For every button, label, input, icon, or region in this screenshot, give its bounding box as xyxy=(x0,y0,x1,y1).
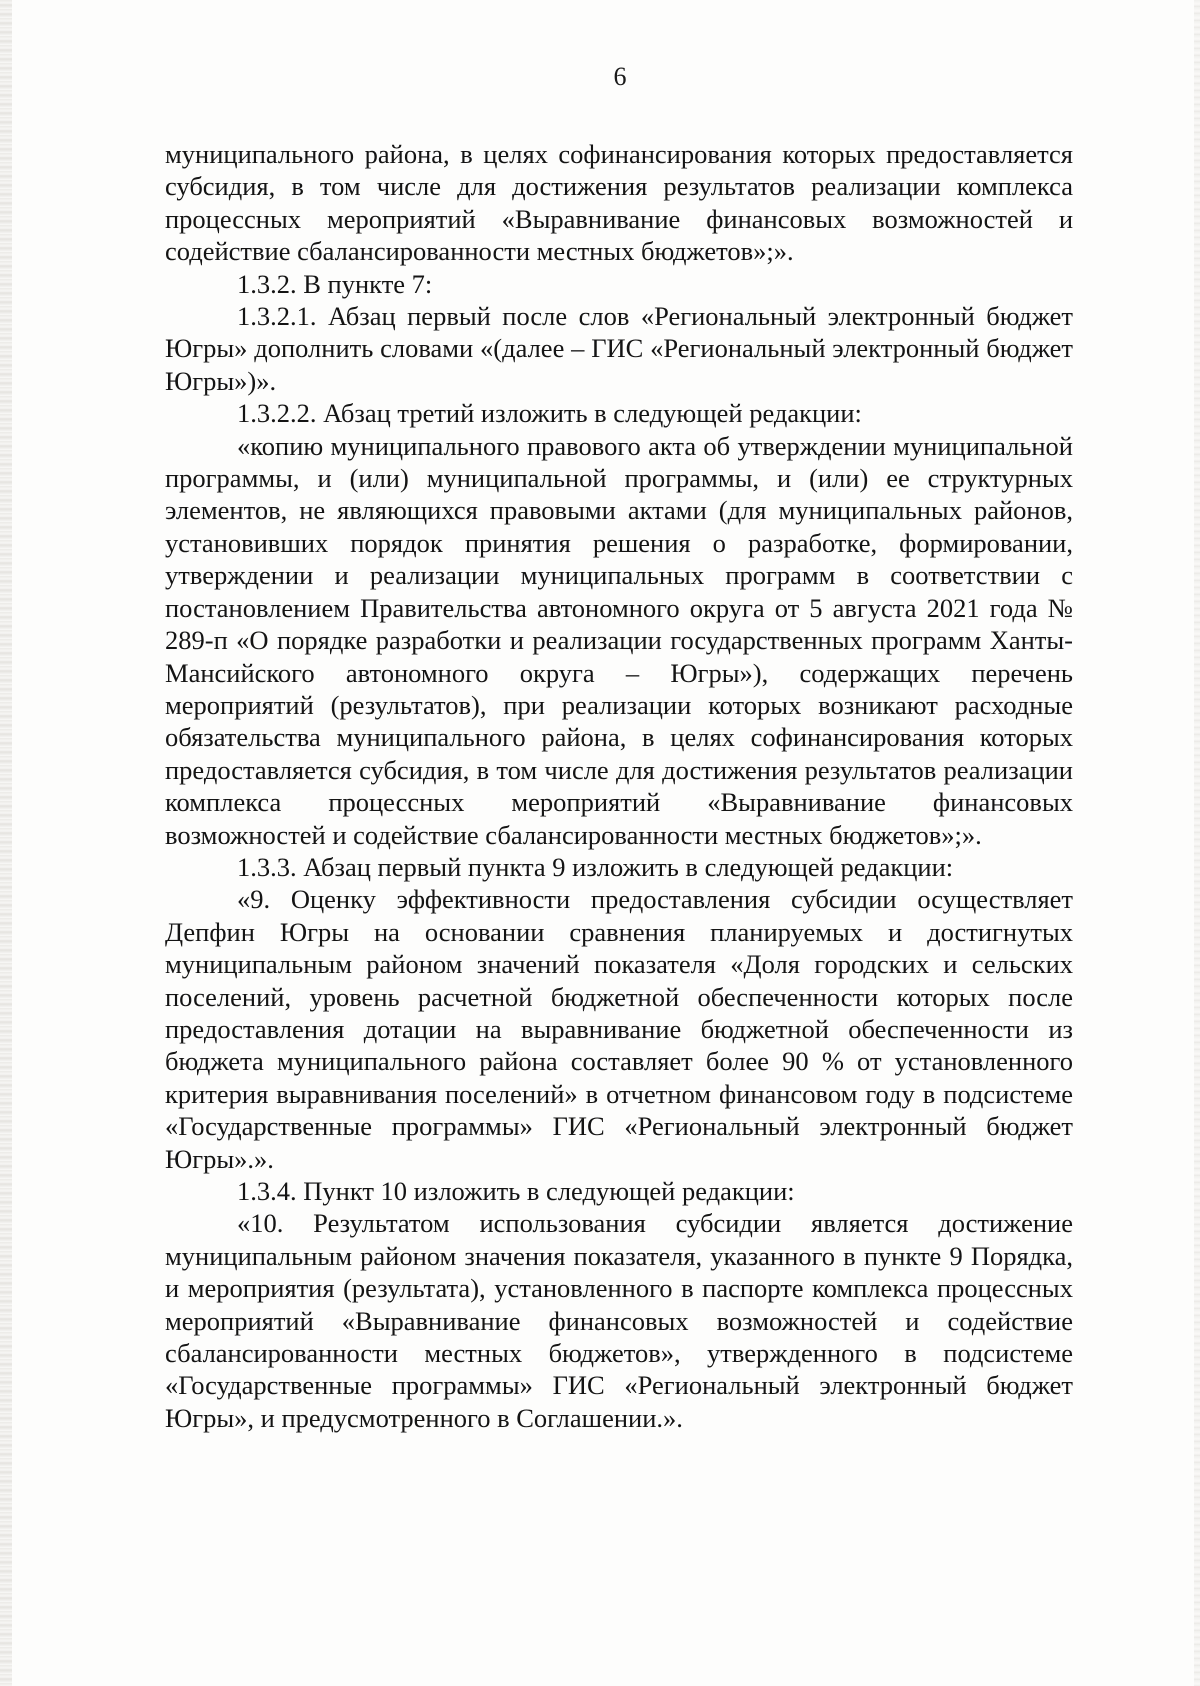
paragraph-quote-10: «10. Результатом использования субсидии является достижение муниципальным районом значения показателя, указанного в пункте 9 Порядка, и мероприятия (результата), установленного в паспорте комплекса процессных мероприятий «Выравнивание финансовых возможностей и содействие сбалансированности местных бюджетов», утвержденного в подсистеме «Государственные программы» ГИС «Региональный электронный бюджет Югры», и предусмотренного в Соглашении.». xyxy=(165,1208,1073,1433)
scan-edge-right xyxy=(1194,0,1200,1686)
page-number: 6 xyxy=(613,62,627,91)
scan-edge-left xyxy=(0,0,12,1686)
paragraph-1-3-3: 1.3.3. Абзац первый пункта 9 изложить в следующей редакции: xyxy=(237,851,954,882)
paragraph-continuation: муниципального района, в целях софинансирования которых предоставляется субсидия, в том числе для достижения результатов реализации комплекса процессных мероприятий «Выравнивание финансовых возможностей и содействие сбалансированности местных бюджетов»;». xyxy=(165,139,1073,267)
paragraph-1-3-4: 1.3.4. Пункт 10 изложить в следующей редакции: xyxy=(237,1176,795,1206)
paragraph-1-3-2: 1.3.2. В пункте 7: xyxy=(237,268,433,299)
paragraph-1-3-2-1: 1.3.2.1. Абзац первый после слов «Региональный электронный бюджет Югры» дополнить словами «(далее – ГИС «Региональный электронный бюджет Югры»)». xyxy=(165,301,1073,396)
paragraph-quote-9: «9. Оценку эффективности предоставления субсидии осуществляет Депфин Югры на основании сравнения планируемых и достигнутых муниципальным районом значений показателя «Доля городских и сельских поселений, уровень расчетной бюджетной обеспеченности которых после предоставления дотации на выравнивание бюджетной обеспеченности из бюджета муниципального района составляет более 90 % от установленного критерия выравнивания поселений» в отчетном финансовом году в подсистеме «Государственные программы» ГИС «Региональный электронный бюджет Югры».». xyxy=(165,884,1073,1174)
paragraph-quote-copy: «копию муниципального правового акта об утверждении муниципальной программы, и (или) муниципальной программы, и (или) ее структурных элементов, не являющихся правовыми актами (для муниципальных районов, установивших порядок принятия решения о разработке, формировании, утверждении и реализации муниципальных программ в соответствии с постановлением Правительства автономного округа от 5 августа 2021 года № 289-п «О порядке разработки и реализации государственных программ Ханты-Мансийского автономного округа – Югры»), содержащих перечень мероприятий (результатов), при реализации которых возникают расходные обязательства муниципального района, в целях софинансирования которых предоставляется субсидия, в том числе для достижения результатов реализации комплекса процессных мероприятий «Выравнивание финансовых возможностей и содействие сбалансированности местных бюджетов»;». xyxy=(165,430,1073,850)
paragraph-1-3-2-2: 1.3.2.2. Абзац третий изложить в следующей редакции: xyxy=(237,398,862,429)
document-body xyxy=(165,138,1073,1434)
